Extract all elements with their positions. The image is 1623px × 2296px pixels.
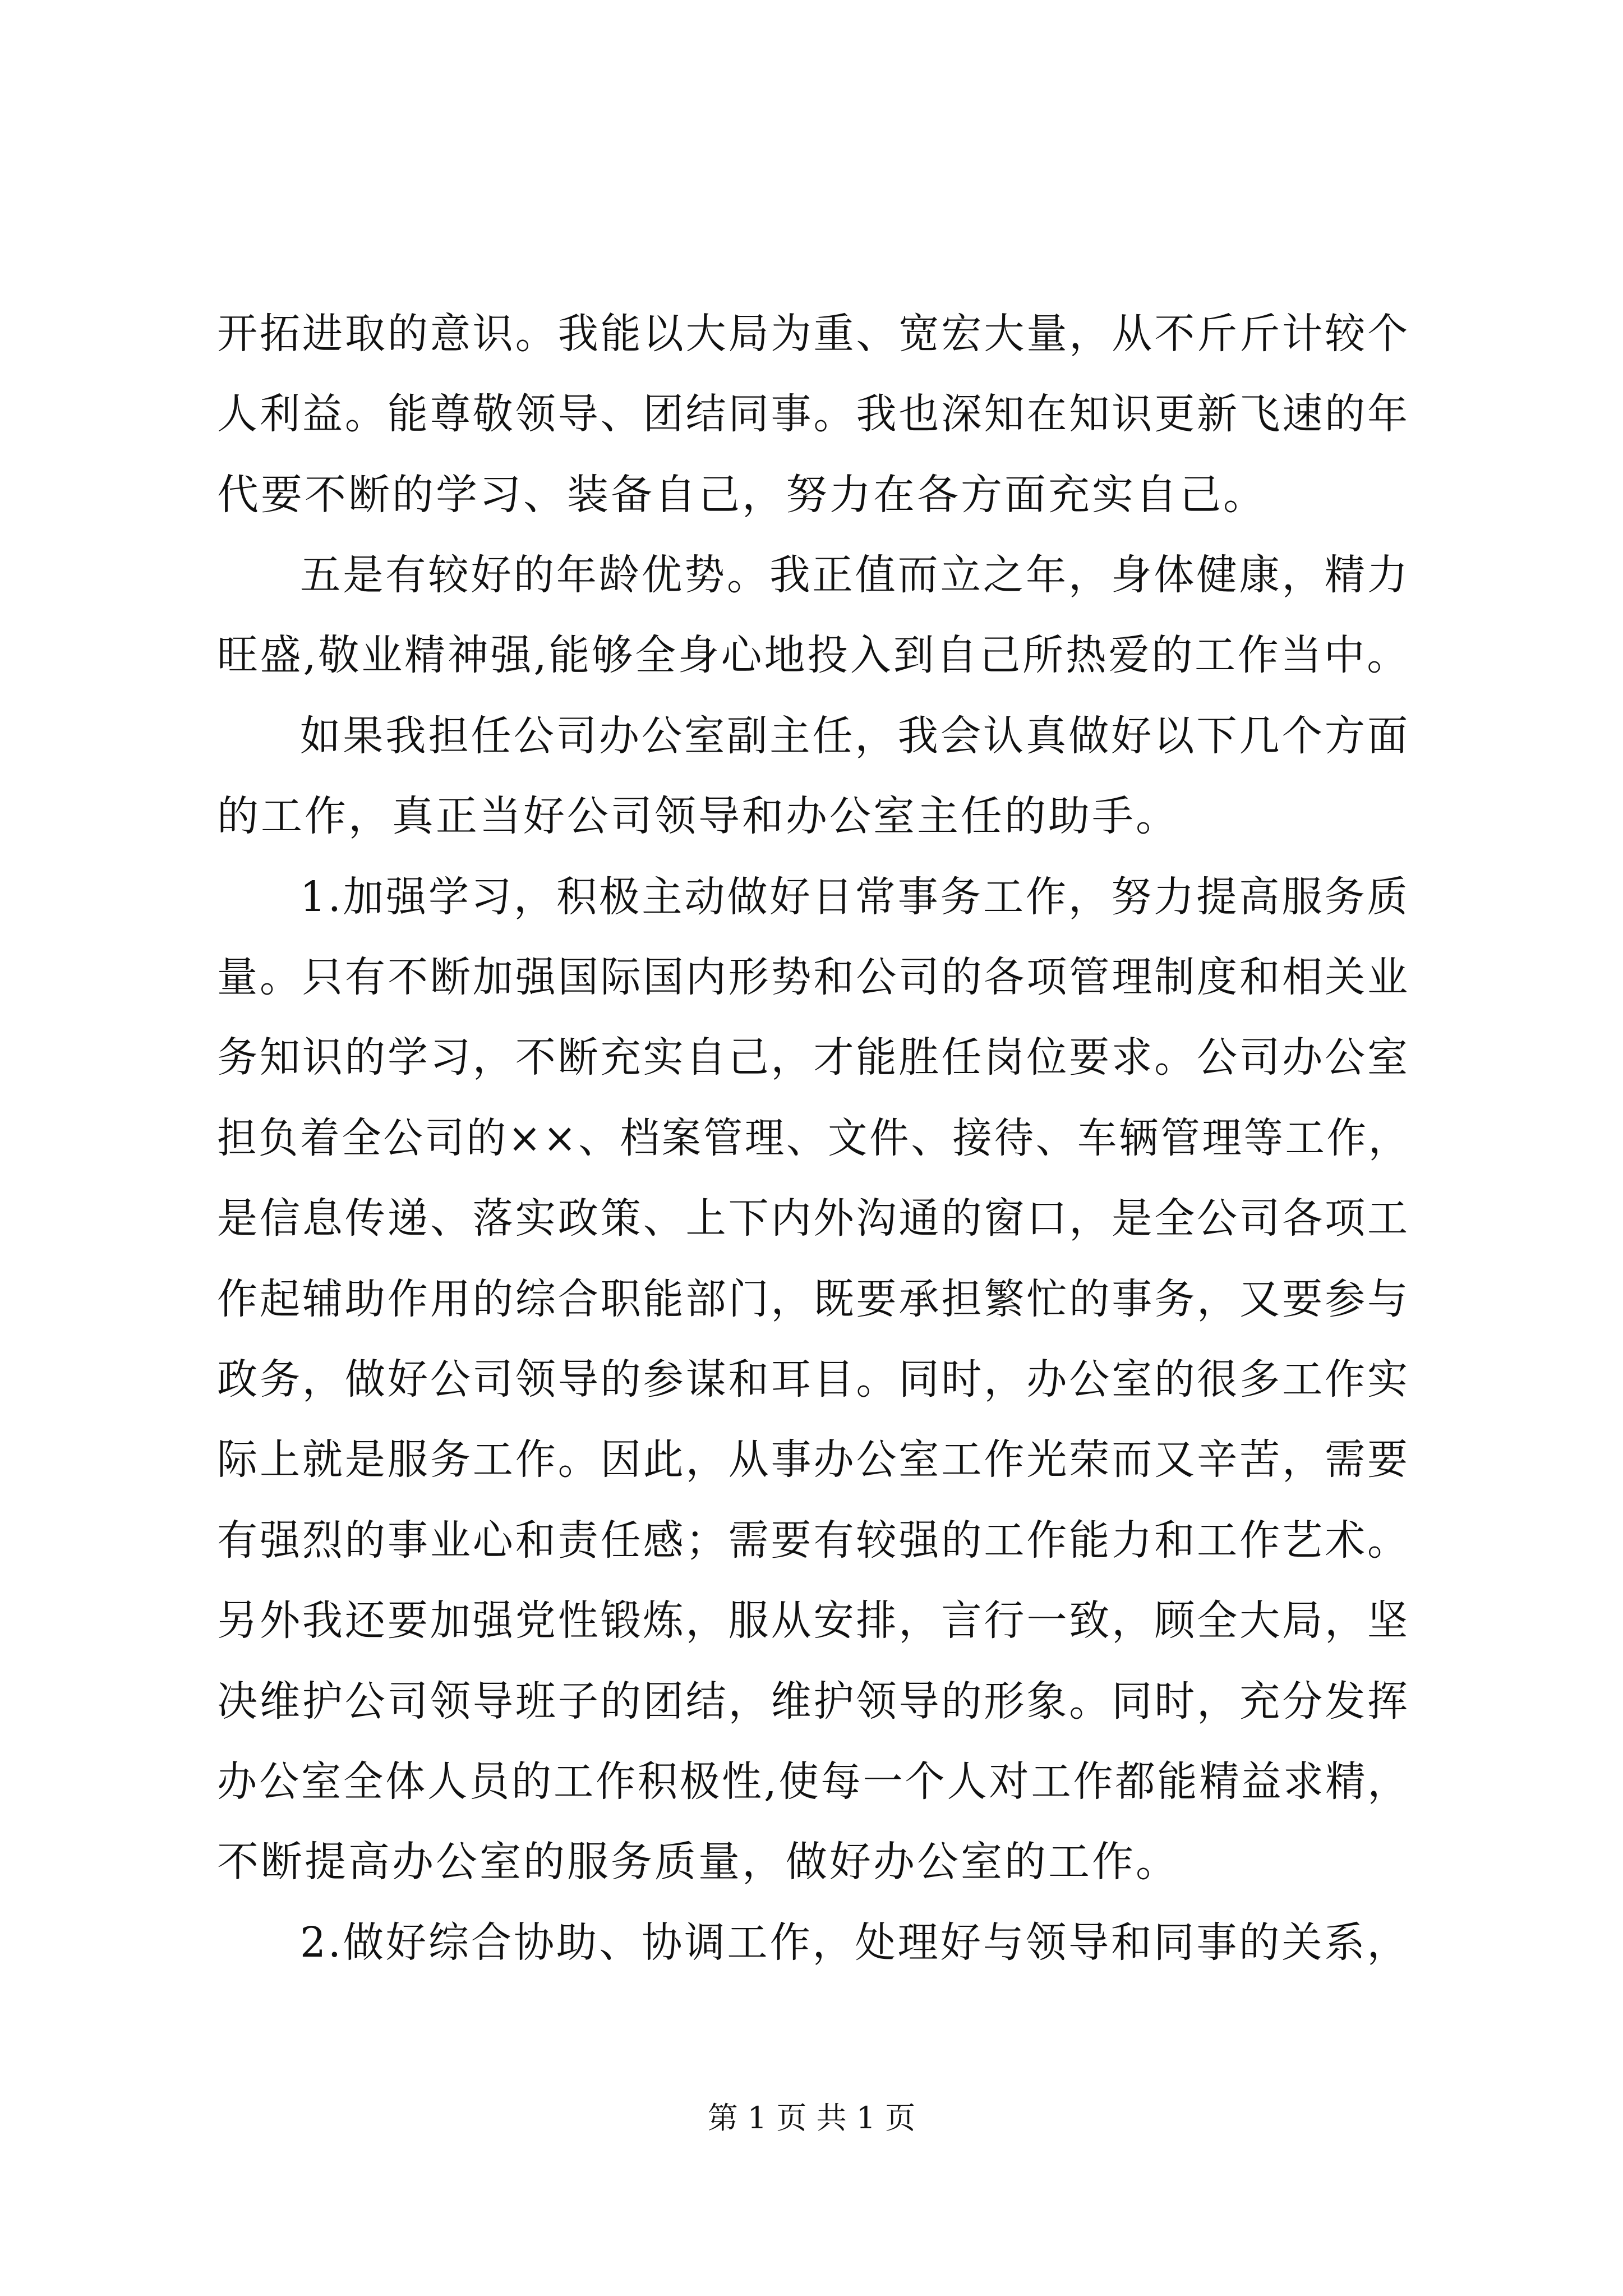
text-line: 开拓进取的意识。我能以大局为重、宽宏大量，从不斤斤计较个: [217, 310, 1410, 358]
paragraph-start-line: 如果我担任公司办公室副主任，我会认真做好以下几个方面: [300, 712, 1410, 760]
text-line: 有强烈的事业心和责任感；需要有较强的工作能力和工作艺术。: [217, 1516, 1410, 1565]
paragraph-start-line: 2.做好综合协助、协调工作，处理好与领导和同事的关系，: [300, 1918, 1410, 1967]
text-line: 务知识的学习，不断充实自己，才能胜任岗位要求。公司办公室: [217, 1033, 1410, 1082]
text-line: 决维护公司领导班子的团结，维护领导的形象。同时，充分发挥: [217, 1677, 1410, 1726]
text-line: 的工作，真正当好公司领导和办公室主任的助手。: [217, 792, 1179, 840]
text-line: 办公室全体人员的工作积极性,使每一个人对工作都能精益求精，: [217, 1757, 1410, 1806]
text-line: 旺盛,敬业精神强,能够全身心地投入到自己所热爱的工作当中。: [217, 631, 1410, 679]
text-line: 际上就是服务工作。因此，从事办公室工作光荣而又辛苦，需要: [217, 1435, 1410, 1484]
text-line: 政务，做好公司领导的参谋和耳目。同时，办公室的很多工作实: [217, 1355, 1410, 1404]
page-number-footer: 第 1 页 共 1 页: [707, 2100, 916, 2136]
text-line: 代要不断的学习、装备自己，努力在各方面充实自己。: [217, 471, 1267, 519]
paragraph-start-line: 五是有较好的年龄优势。我正值而立之年，身体健康，精力: [300, 551, 1410, 599]
text-line: 作起辅助作用的综合职能部门，既要承担繁忙的事务，又要参与: [217, 1275, 1410, 1323]
text-line: 另外我还要加强党性锻炼，服从安排，言行一致，顾全大局，坚: [217, 1596, 1410, 1645]
text-line: 是信息传递、落实政策、上下内外沟通的窗口，是全公司各项工: [217, 1194, 1410, 1243]
text-line: 担负着全公司的××、档案管理、文件、接待、车辆管理等工作，: [217, 1114, 1410, 1162]
text-line: 不断提高办公室的服务质量，做好办公室的工作。: [217, 1838, 1179, 1886]
text-line: 人利益。能尊敬领导、团结同事。我也深知在知识更新飞速的年: [217, 390, 1410, 438]
paragraph-start-line: 1.加强学习，积极主动做好日常事务工作，努力提高服务质: [300, 873, 1410, 921]
text-line: 量。只有不断加强国际国内形势和公司的各项管理制度和相关业: [217, 953, 1410, 1001]
